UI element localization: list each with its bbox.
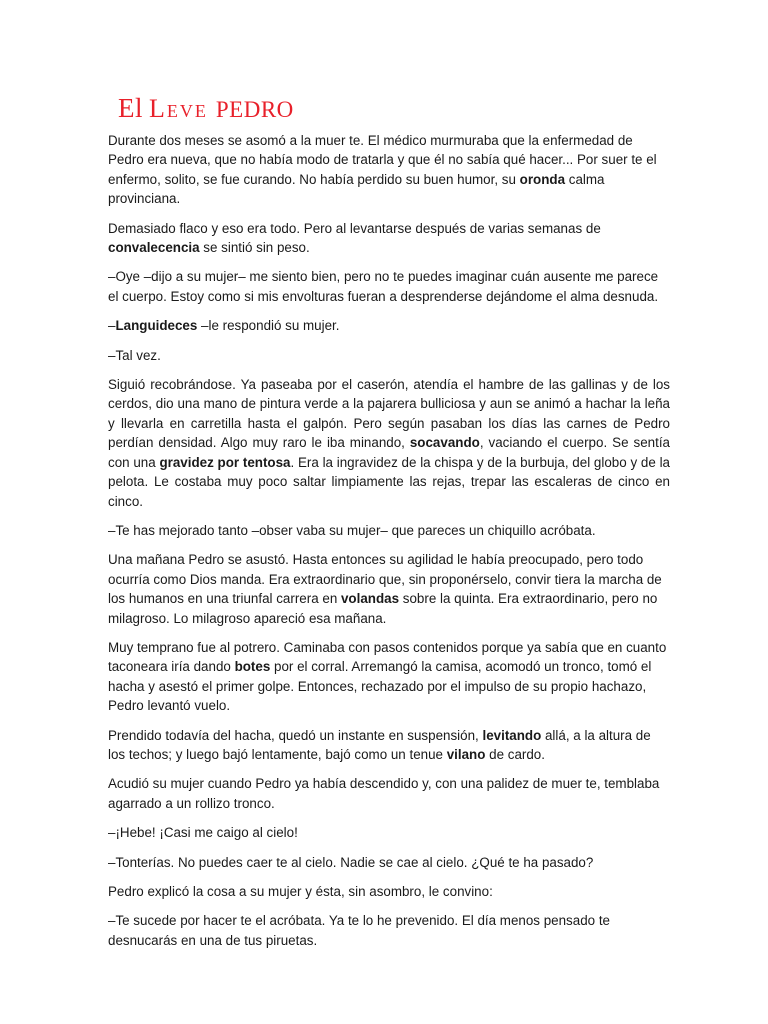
text-segment: Prendido todavía del hacha, quedó un instante en suspensión,: [108, 727, 483, 743]
title-word-leve: Leve: [149, 94, 208, 123]
text-segment: sobre la quinta. Era extraordinario, pero no milagroso. Lo milagroso apareció esa mañana.: [108, 591, 658, 626]
text-segment: Muy temprano fue al potrero. Caminaba con pasos contenidos porque ya sabía que en cuanto taconeara iría dando: [108, 639, 667, 675]
text-segment: de cardo.: [485, 746, 545, 762]
text-segment: . Era la ingravidez de la chispa y de la burbuja, del globo y de la pelota. Le costaba muy poco saltar limpiamente las rejas, trepar las escaleras de cinco en cinco.: [108, 454, 670, 509]
text-segment: –Tonterías. No puedes caer te al cielo. Nadie se cae al cielo. ¿Qué te ha pasado?: [108, 854, 594, 870]
text-segment: –Te sucede por hacer te el acróbata. Ya te lo he prevenido. El día menos pensado te desnucarás en una de tus piruetas.: [108, 913, 610, 948]
story-paragraph: [108, 853, 670, 872]
story-paragraph: [108, 346, 670, 365]
text-segment: Acudió su mujer cuando Pedro ya había descendido y, con una palidez de muer te, temblaba agarrado a un rollizo tronco.: [108, 776, 660, 811]
text-segment: Siguió recobrándose. Ya paseaba por el caserón, atendía el hambre de las gallinas y de los cerdos, dio una mano de pintura verde a la pajarera bulliciosa y aun se animó a hachar la leña y llevarla en carretilla hasta el galpón. Pero según pasaban los días las carnes de Pedro perdían densidad. Algo muy raro le iba minando,: [108, 377, 670, 451]
bold-term: vilano: [446, 746, 486, 762]
story-paragraph: [108, 638, 670, 716]
bold-term: convalecencia: [108, 240, 200, 256]
text-segment: Demasiado flaco y eso era todo. Pero al levantarse después de varias semanas de: [108, 220, 601, 236]
story-paragraph: [108, 375, 670, 511]
text-segment: por el corral. Arremangó la camisa, acomodó un tronco, tomó el hacha y asestó el primer golpe. Entonces, rechazado por el impulso de su propio hachazo, Pedro levantó vuelo.: [108, 659, 652, 714]
title-word-el: El: [118, 93, 143, 123]
bold-term: botes: [234, 659, 271, 675]
text-segment: –¡Hebe! ¡Casi me caigo al cielo!: [108, 825, 298, 841]
story-paragraph: [108, 131, 670, 209]
title-word-pedro: PEDRO: [215, 97, 294, 122]
story-paragraph: [108, 823, 670, 842]
story-paragraph: [108, 316, 670, 335]
text-segment: –le respondió su mujer.: [197, 318, 340, 334]
text-segment: calma provinciana.: [108, 171, 605, 207]
text-segment: allá, a la altura de los techos; y luego bajó lentamente, bajó como un tenue: [108, 727, 651, 762]
text-segment: , vaciando el cuerpo. Se sentía con una: [108, 435, 670, 470]
text-segment: –Oye –dijo a su mujer– me siento bien, pero no te puedes imaginar cuán ausente me parece el cuerpo. Estoy como si mis envolturas fueran a desprenderse dejándome el alma desnuda.: [108, 269, 659, 304]
text-segment: Pedro explicó la cosa a su mujer y ésta, sin asombro, le convino:: [108, 884, 493, 899]
story-paragraph: [108, 726, 670, 765]
story-title: [118, 92, 294, 124]
story-paragraph: [108, 911, 670, 950]
story-paragraph: [108, 882, 670, 901]
story-paragraph: [108, 550, 670, 628]
story-paragraph: [108, 219, 670, 258]
bold-term: gravidez por tentosa: [159, 454, 291, 470]
text-segment: –Tal vez.: [108, 347, 161, 363]
story-paragraph: [108, 774, 670, 813]
text-segment: Durante dos meses se asomó a la muer te. El médico murmuraba que la enfermedad de Pedro era nueva, que no había modo de tratarla y que él no sabía qué hacer... Por suer te el enfermo, solito, se fue curando. No había perdido su buen humor, su: [108, 133, 657, 187]
text-segment: se sintió sin peso.: [199, 240, 310, 256]
text-segment: –: [108, 318, 116, 334]
story-paragraph: [108, 267, 670, 306]
story-paragraph: [108, 521, 670, 540]
bold-term: socavando: [409, 435, 480, 451]
story-body: [108, 131, 670, 960]
bold-term: levitando: [482, 727, 542, 743]
bold-term: Languideces: [115, 318, 198, 334]
text-segment: –Te has mejorado tanto –obser vaba su mujer– que pareces un chiquillo acróbata.: [108, 522, 596, 538]
bold-term: volandas: [340, 591, 400, 607]
bold-term: oronda: [519, 171, 566, 187]
text-segment: Una mañana Pedro se asustó. Hasta entonces su agilidad le había preocupado, pero todo ocurría como Dios manda. Era extraordinario que, sin proponérselo, convir tiera la marcha de los humanos en una triunfal carrera en: [108, 552, 662, 607]
